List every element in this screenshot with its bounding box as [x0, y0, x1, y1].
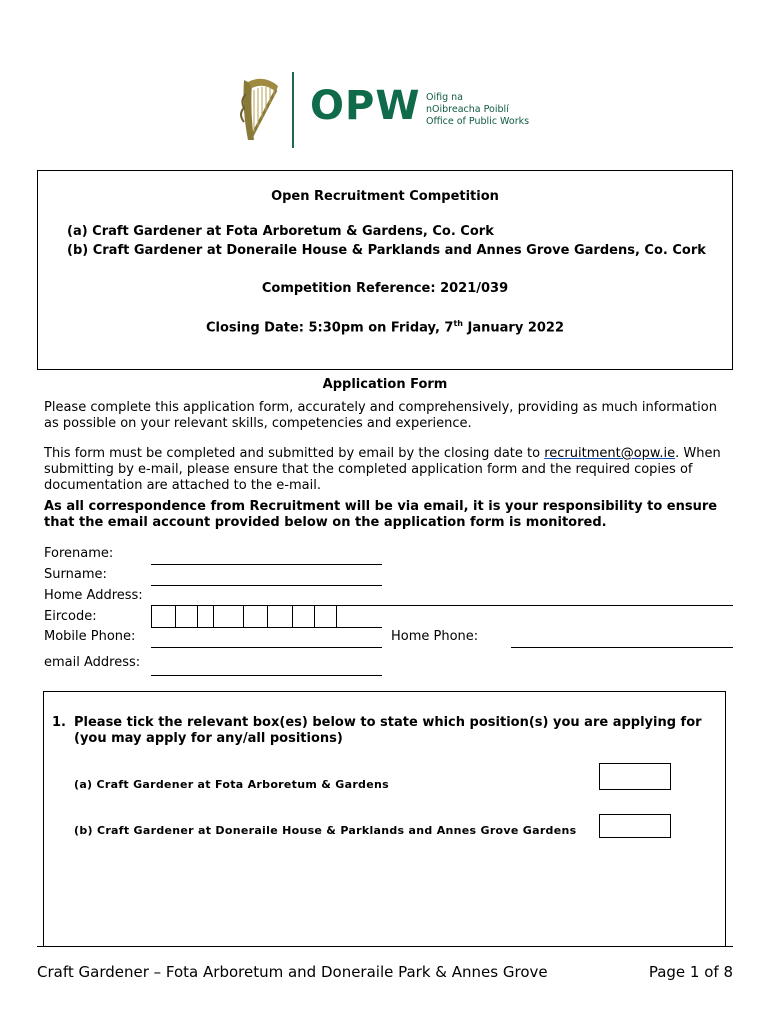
option-b-checkbox[interactable]: [599, 814, 671, 838]
harp-icon: [234, 70, 284, 150]
email-address-label: email Address:: [44, 655, 141, 670]
opw-logo: [234, 70, 534, 150]
question-number: 1.: [52, 715, 66, 730]
competition-header-box: [37, 170, 733, 370]
question-1-box: [43, 691, 726, 946]
forename-field[interactable]: [151, 564, 382, 565]
option-a-label: (a) Craft Gardener at Fota Arboretum & Gardens: [74, 778, 389, 791]
surname-label: Surname:: [44, 567, 107, 582]
form-heading: Application Form: [322, 377, 448, 392]
option-b-label: (b) Craft Gardener at Doneraile House & Parklands and Annes Grove Gardens: [74, 824, 577, 837]
email-warning: As all correspondence from Recruitment will be via email, it is your responsibility to ensure that the email account provided below on the application form is monitored.: [44, 499, 718, 530]
footer-divider: [37, 946, 733, 947]
home-phone-field[interactable]: [511, 647, 733, 648]
option-a-checkbox[interactable]: [599, 763, 671, 790]
page-number: Page 1 of 8: [648, 963, 733, 981]
logo-divider: [292, 72, 294, 148]
competition-title: Open Recruitment Competition: [271, 189, 499, 204]
logo-subtitle: Oifig na nOibreacha Poiblí Office of Public Works: [426, 92, 530, 127]
position-b: (b) Craft Gardener at Doneraile House & Parklands and Annes Grove Gardens, Co. Cork: [67, 243, 706, 258]
form-intro: Please complete this application form, accurately and comprehensively, providing as much information as possible on your relevant skills, competencies and experience.: [44, 400, 717, 431]
submission-instructions: This form must be completed and submitted by email by the closing date to recruitment@opw.ie. When submitting by e-mail, please ensure that the completed application form and the required copies of documentation are attached to the e-mail.: [44, 446, 721, 493]
recruitment-email-link[interactable]: recruitment@opw.ie: [544, 446, 676, 461]
mobile-phone-field[interactable]: [151, 647, 382, 648]
email-address-field[interactable]: [151, 675, 382, 676]
footer-title: Craft Gardener – Fota Arboretum and Doneraile Park & Annes Grove: [37, 963, 548, 981]
eircode-field[interactable]: [151, 605, 382, 628]
opw-wordmark: OPW: [310, 83, 421, 129]
competition-reference: Competition Reference: 2021/039: [261, 281, 509, 296]
forename-label: Forename:: [44, 546, 114, 561]
surname-field[interactable]: [151, 585, 382, 586]
position-a: (a) Craft Gardener at Fota Arboretum & Gardens, Co. Cork: [67, 224, 494, 239]
home-address-label: Home Address:: [44, 588, 143, 603]
question-1-text: Please tick the relevant box(es) below to state which position(s) you are applying for (you may apply for any/all positions): [74, 715, 702, 746]
closing-date: Closing Date: 5:30pm on Friday, 7th January 2022: [205, 319, 565, 336]
eircode-label: Eircode:: [44, 609, 97, 624]
home-phone-label: Home Phone:: [391, 629, 479, 644]
mobile-phone-label: Mobile Phone:: [44, 629, 136, 644]
